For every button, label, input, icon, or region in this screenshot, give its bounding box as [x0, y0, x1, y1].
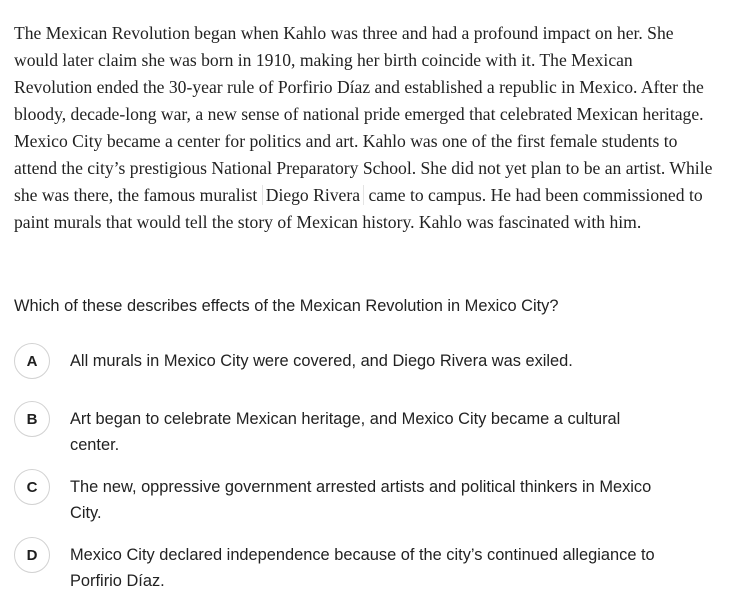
- passage-text-after: came to campus. He had been commissioned to paint murals that would tell the story of Mexican history. Kahlo was fascinated with him.: [14, 185, 703, 232]
- choice-text-a: All murals in Mexico City were covered, and Diego Rivera was exiled.: [70, 352, 573, 370]
- choice-text-d: Mexico City declared independence because of the city’s continued allegiance to Porfirio Díaz.: [70, 546, 655, 590]
- choice-letter-b[interactable]: B: [14, 401, 50, 437]
- choice-text-c: The new, oppressive government arrested artists and political thinkers in Mexico City.: [70, 478, 652, 522]
- question-prompt: Which of these describes effects of the Mexican Revolution in Mexico City?: [14, 297, 559, 315]
- choice-letter-d[interactable]: D: [14, 537, 50, 573]
- choice-letter-c[interactable]: C: [14, 469, 50, 505]
- passage-text-before: The Mexican Revolution began when Kahlo was three and had a profound impact on her. She would later claim she was born in 1910, making her birth coincide with it. The Mexican Revolution ended the 30-year rule of Porfirio Díaz and established a republic in Mexico. After the bloody, decade-long war, a new sense of national pride emerged that celebrated Mexican heritage. Mexico City became a center for politics and art. Kahlo was one of the first female students to attend the city’s prestigious National Preparatory School. She did not yet plan to be an artist. While she was there, the famous muralist: [14, 23, 713, 205]
- reading-passage: [14, 20, 714, 236]
- choice-text-b: Art began to celebrate Mexican heritage, and Mexico City became a cultural center.: [70, 410, 621, 454]
- choice-letter-a[interactable]: A: [14, 343, 50, 379]
- highlighted-term-diego-rivera[interactable]: Diego Rivera: [262, 185, 364, 205]
